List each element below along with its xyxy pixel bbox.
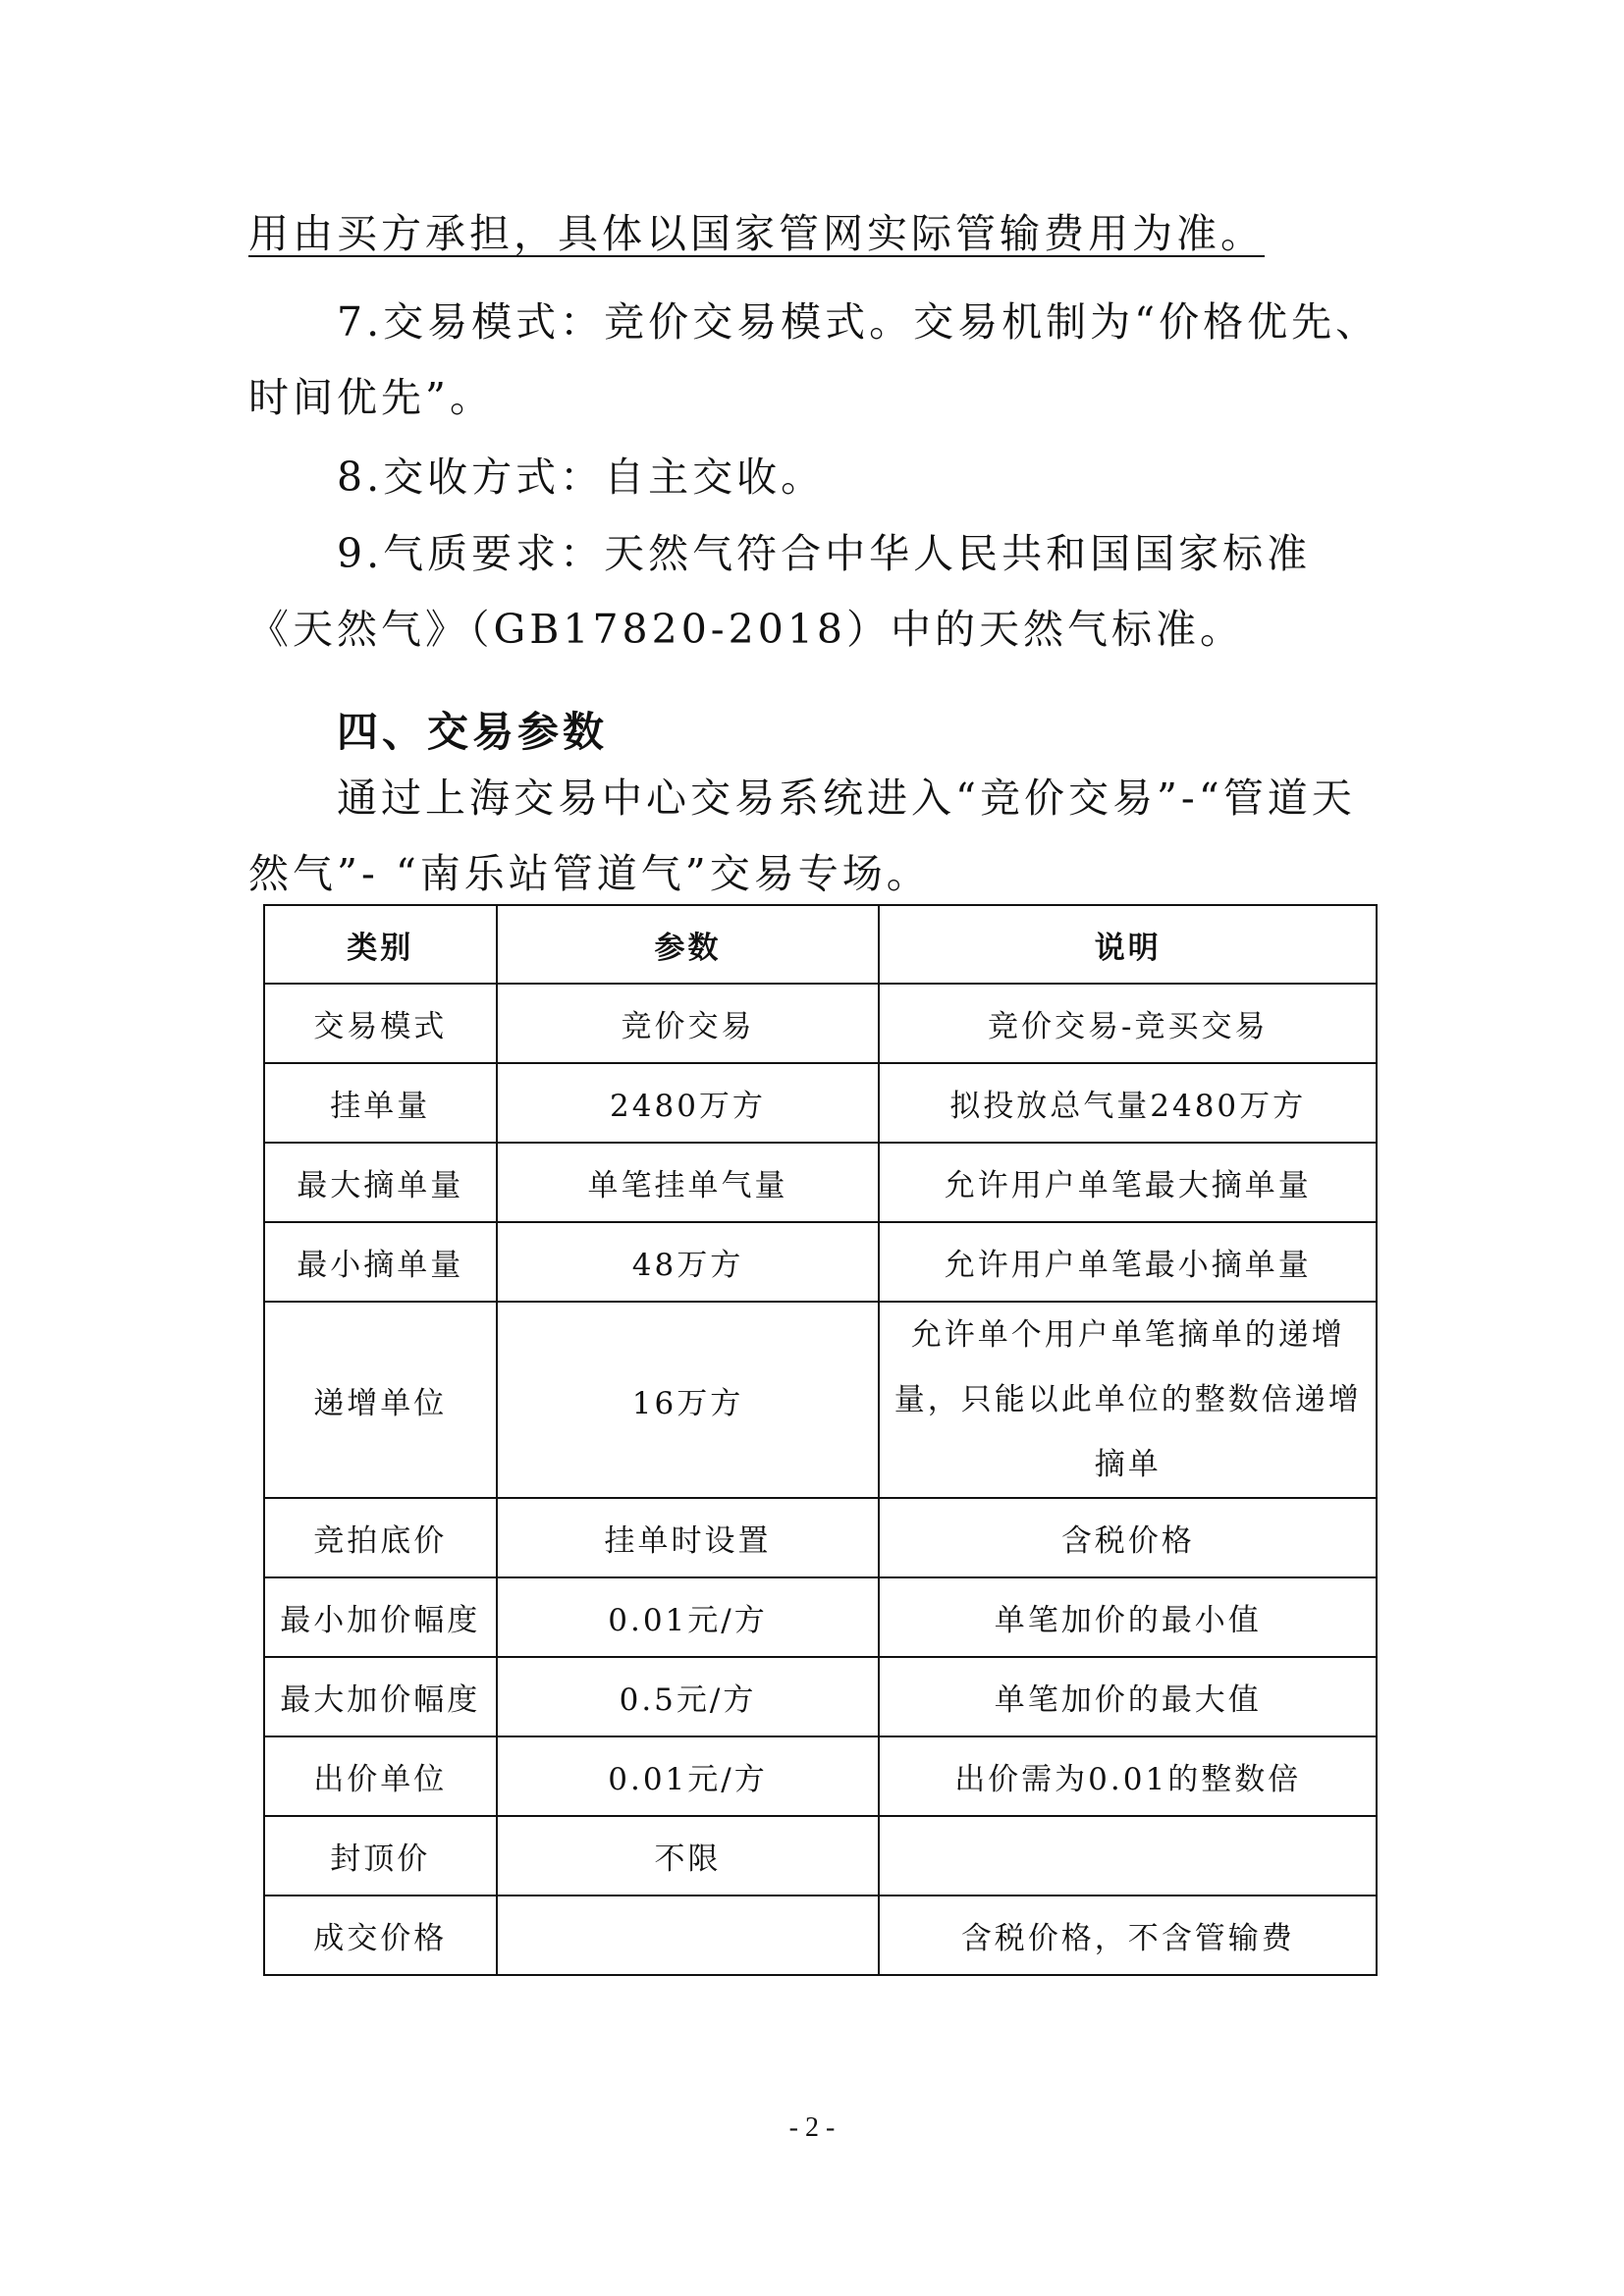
paragraph-transport-fee: 用由买方承担，具体以国家管网实际管输费用为准。 [248,210,1265,257]
table-cell [497,1896,880,1975]
table-cell: 最大摘单量 [264,1143,497,1222]
table-cell: 0.01元/方 [497,1736,880,1816]
page-number: - 2 - [788,2112,836,2143]
table-cell: 单笔加价的最大值 [879,1657,1377,1736]
table-cell: 16万方 [497,1302,880,1498]
table-cell: 48万方 [497,1222,880,1302]
paragraph-trading-intro: 通过上海交易中心交易系统进入“竞价交易”-“管道天然气”- “南乐站管道气”交易专场。 [248,774,1356,897]
table-row [264,1816,1377,1896]
table-cell: 挂单时设置 [497,1498,880,1577]
table-row [264,984,1377,1063]
table-cell: 最小摘单量 [264,1222,497,1302]
table-cell: 挂单量 [264,1063,497,1143]
table-cell: 出价需为0.01的整数倍 [879,1736,1377,1816]
table-cell: 出价单位 [264,1736,497,1816]
table-row [264,1577,1377,1657]
table-row [264,1302,1377,1498]
table-cell: 成交价格 [264,1896,497,1975]
table-cell: 0.01元/方 [497,1577,880,1657]
table-row [264,1143,1377,1222]
column-header-description: 说明 [879,905,1377,984]
table-cell: 单笔加价的最小值 [879,1577,1377,1657]
table-cell: 允许单个用户单笔摘单的递增量，只能以此单位的整数倍递增摘单 [879,1302,1377,1498]
section-heading-trading-params: 四、交易参数 [337,708,609,756]
column-header-parameter: 参数 [497,905,880,984]
table-row [264,1657,1377,1736]
table-cell: 竞拍底价 [264,1498,497,1577]
paragraph-gas-quality: 9.气质要求：天然气符合中华人民共和国国家标准《天然气》（GB17820-2018）中的天然气标准。 [248,530,1312,653]
table-cell: 递增单位 [264,1302,497,1498]
table-cell: 竞价交易 [497,984,880,1063]
table-cell: 最大加价幅度 [264,1657,497,1736]
table-cell: 2480万方 [497,1063,880,1143]
table-cell: 不限 [497,1816,880,1896]
paragraph-trading-mode: 7.交易模式：竞价交易模式。交易机制为“价格优先、时间优先”。 [248,298,1380,421]
table-cell [879,1816,1377,1896]
table-cell: 最小加价幅度 [264,1577,497,1657]
table-cell: 含税价格，不含管输费 [879,1896,1377,1975]
table-cell: 封顶价 [264,1816,497,1896]
table-cell: 拟投放总气量2480万方 [879,1063,1377,1143]
paragraph-delivery-method: 8.交收方式：自主交收。 [337,454,826,501]
table-cell: 允许用户单笔最大摘单量 [879,1143,1377,1222]
table-cell: 含税价格 [879,1498,1377,1577]
table-cell: 交易模式 [264,984,497,1063]
table-cell: 0.5元/方 [497,1657,880,1736]
trading-parameters-table [263,904,1378,1976]
table-row [264,1498,1377,1577]
table-cell: 竞价交易-竞买交易 [879,984,1377,1063]
table-row [264,1736,1377,1816]
column-header-category: 类别 [264,905,497,984]
table-cell: 单笔挂单气量 [497,1143,880,1222]
table-row [264,1063,1377,1143]
table-row [264,1896,1377,1975]
table-cell: 允许用户单笔最小摘单量 [879,1222,1377,1302]
table-row [264,1222,1377,1302]
table-header-row [264,905,1377,984]
